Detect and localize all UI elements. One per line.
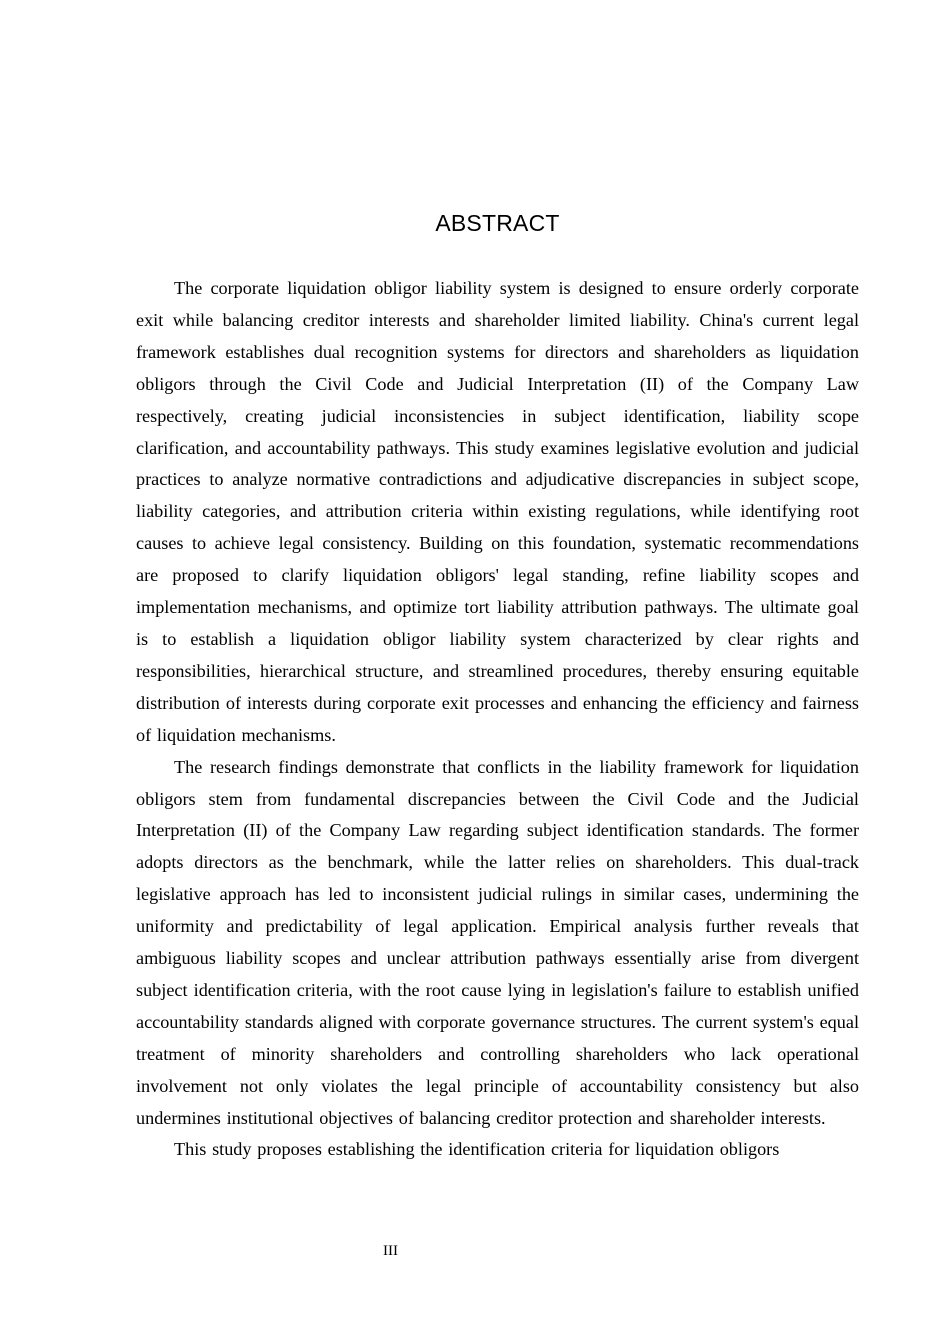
- abstract-title: ABSTRACT: [435, 210, 560, 236]
- abstract-paragraph-2: The research findings demonstrate that conflicts in the liability framework for liquidation obligors stem from fundamental discrepancies between the Civil Code and the Judicial Interpretation (II) of the Company Law regarding subject identification standards. The former adopts directors as the benchmark, while the latter relies on shareholders. This dual-track legislative approach has led to inconsistent judicial rulings in similar cases, undermining the uniformity and predictability of legal application. Empirical analysis further reveals that ambiguous liability scopes and unclear attribution pathways essentially arise from divergent subject identification criteria, with the root cause lying in legislation's failure to establish unified accountability standards aligned with corporate governance structures. The current system's equal treatment of minority shareholders and controlling shareholders who lack operational involvement not only violates the legal principle of accountability consistency but also undermines institutional objectives of balancing creditor protection and shareholder interests.: [136, 756, 859, 1128]
- abstract-paragraph-3: This study proposes establishing the identification criteria for liquidation obligors: [174, 1139, 780, 1160]
- abstract-body: [136, 273, 859, 1166]
- abstract-paragraph-1: The corporate liquidation obligor liability system is designed to ensure orderly corporate exit while balancing creditor interests and shareholder limited liability. China's current legal framework establishes dual recognition systems for directors and shareholders as liquidation obligors through the Civil Code and Judicial Interpretation (II) of the Company Law respectively, creating judicial inconsistencies in subject identification, liability scope clarification, and accountability pathways. This study examines legislative evolution and judicial practices to analyze normative contradictions and adjudicative discrepancies in subject scope, liability categories, and attribution criteria within existing regulations, while identifying root causes to achieve legal consistency. Building on this foundation, systematic recommendations are proposed to clarify liquidation obligors' legal standing, refine liability scopes and implementation mechanisms, and optimize tort liability attribution pathways. The ultimate goal is to establish a liquidation obligor liability system characterized by clear rights and responsibilities, hierarchical structure, and streamlined procedures, thereby ensuring equitable distribution of interests during corporate exit processes and enhancing the efficiency and fairness of liquidation mechanisms.: [136, 278, 859, 745]
- page-number: III: [383, 1243, 398, 1259]
